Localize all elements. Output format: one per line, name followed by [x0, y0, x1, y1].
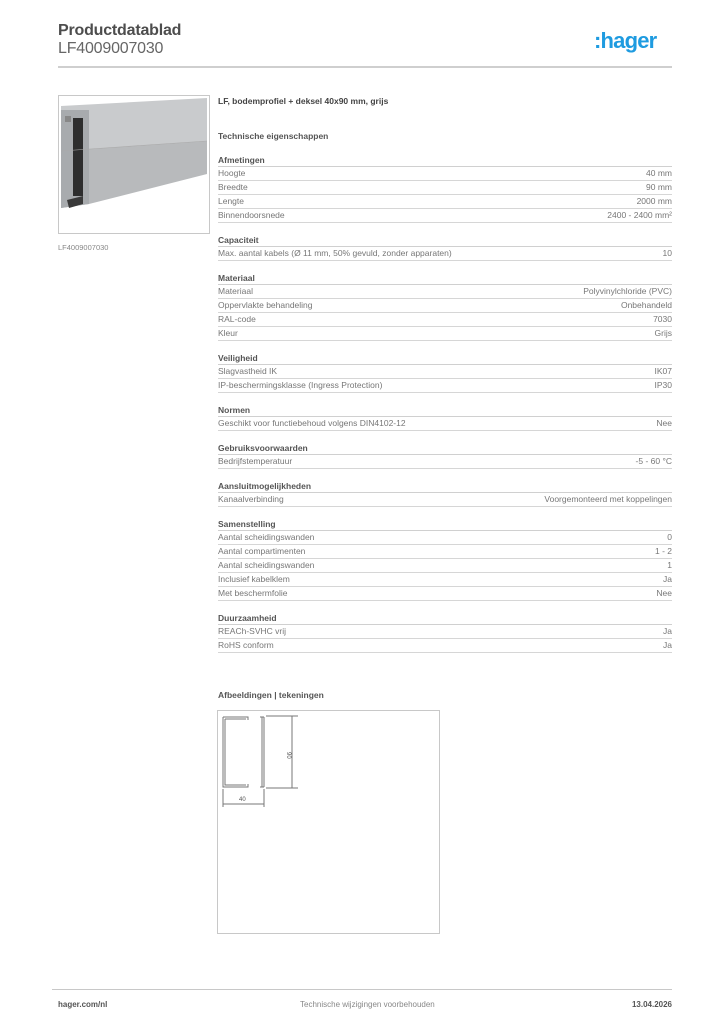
spec-label: Slagvastheid IK — [218, 366, 278, 376]
spec-value: 40 mm — [646, 168, 672, 178]
spec-value: 10 — [662, 248, 672, 258]
technical-drawing — [217, 710, 440, 934]
spec-value: IK07 — [654, 366, 672, 376]
spec-row — [218, 209, 672, 223]
spec-label: Max. aantal kabels (Ø 11 mm, 50% gevuld, zonder apparaten) — [218, 248, 452, 258]
spec-row — [218, 455, 672, 469]
spec-section — [218, 155, 672, 223]
spec-row — [218, 167, 672, 181]
spec-value: 90 mm — [646, 182, 672, 192]
section-title: Samenstelling — [218, 519, 672, 531]
svg-text:90: 90 — [285, 752, 291, 759]
spec-label: Geschikt voor functiebehoud volgens DIN4102-12 — [218, 418, 406, 428]
spec-sections — [218, 155, 672, 653]
header-title: Productdatablad — [58, 22, 182, 39]
spec-value: 0 — [667, 532, 672, 542]
spec-label: RoHS conform — [218, 640, 274, 650]
product-code: LF4009007030 — [58, 40, 164, 57]
spec-row — [218, 493, 672, 507]
spec-label: IP-beschermingsklasse (Ingress Protection) — [218, 380, 383, 390]
drawings-title: Afbeeldingen | tekeningen — [218, 690, 324, 700]
spec-label: Aantal scheidingswanden — [218, 560, 315, 570]
spec-label: Inclusief kabelklem — [218, 574, 290, 584]
tech-heading: Technische eigenschappen — [218, 131, 329, 141]
image-caption: LF4009007030 — [58, 243, 109, 252]
spec-value: Ja — [663, 574, 672, 584]
spec-row — [218, 587, 672, 601]
spec-section — [218, 519, 672, 601]
spec-value: 1 — [667, 560, 672, 570]
spec-row — [218, 573, 672, 587]
spec-row — [218, 299, 672, 313]
spec-label: Binnendoorsnede — [218, 210, 285, 220]
spec-value: Ja — [663, 626, 672, 636]
spec-row — [218, 625, 672, 639]
spec-section — [218, 405, 672, 431]
spec-row — [218, 639, 672, 653]
spec-label: Materiaal — [218, 286, 253, 296]
section-title: Afmetingen — [218, 155, 672, 167]
spec-value: Voorgemonteerd met koppelingen — [544, 494, 672, 504]
product-image — [58, 95, 210, 234]
spec-section — [218, 235, 672, 261]
spec-value: 1 - 2 — [654, 546, 672, 556]
spec-main — [218, 96, 672, 653]
spec-label: Oppervlakte behandeling — [218, 300, 313, 310]
spec-value: Nee — [656, 588, 672, 598]
spec-section — [218, 273, 672, 341]
spec-row — [218, 195, 672, 209]
svg-text:40: 40 — [239, 797, 246, 803]
spec-row — [218, 545, 672, 559]
section-title: Normen — [218, 405, 672, 417]
spec-label: REACh-SVHC vrij — [218, 626, 287, 636]
spec-label: Breedte — [218, 182, 248, 192]
section-title: Capaciteit — [218, 235, 672, 247]
spec-value: 7030 — [653, 314, 672, 324]
spec-row — [218, 313, 672, 327]
spec-row — [218, 531, 672, 545]
hager-logo: :hager — [594, 28, 657, 53]
spec-value: Onbehandeld — [620, 300, 672, 310]
footer-divider — [52, 989, 672, 990]
spec-label: Kleur — [218, 328, 238, 338]
spec-value: -5 - 60 °C — [635, 456, 672, 466]
spec-section — [218, 481, 672, 507]
spec-section — [218, 613, 672, 653]
section-title: Aansluitmogelijkheden — [218, 481, 672, 493]
spec-label: Met beschermfolie — [218, 588, 288, 598]
spec-row — [218, 417, 672, 431]
spec-section — [218, 443, 672, 469]
section-title: Veiligheid — [218, 353, 672, 365]
spec-value: Polyvinylchloride (PVC) — [583, 286, 672, 296]
spec-label: Lengte — [218, 196, 244, 206]
spec-row — [218, 247, 672, 261]
footer-disclaimer: Technische wijzigingen voorbehouden — [300, 1000, 435, 1009]
spec-value: Grijs — [654, 328, 672, 338]
spec-value: 2000 mm — [636, 196, 672, 206]
spec-row — [218, 327, 672, 341]
spec-label: Bedrijfstemperatuur — [218, 456, 293, 466]
footer-website-link[interactable]: hager.com/nl — [58, 1000, 108, 1009]
spec-value: IP30 — [654, 380, 672, 390]
spec-section — [218, 353, 672, 393]
section-title: Materiaal — [218, 273, 672, 285]
spec-row — [218, 559, 672, 573]
cable-trunking-icon — [59, 96, 209, 233]
spec-value: Nee — [656, 418, 672, 428]
spec-row — [218, 365, 672, 379]
section-title: Gebruiksvoorwaarden — [218, 443, 672, 455]
profile-drawing-icon — [218, 711, 439, 933]
spec-label: Hoogte — [218, 168, 246, 178]
spec-value: 2400 - 2400 mm² — [607, 210, 672, 220]
spec-label: RAL-code — [218, 314, 256, 324]
header-divider — [58, 66, 672, 68]
product-title: LF, bodemprofiel + deksel 40x90 mm, grijs — [218, 96, 389, 106]
spec-row — [218, 285, 672, 299]
spec-label: Aantal compartimenten — [218, 546, 306, 556]
spec-label: Aantal scheidingswanden — [218, 532, 315, 542]
spec-row — [218, 181, 672, 195]
spec-value: Ja — [663, 640, 672, 650]
spec-label: Kanaalverbinding — [218, 494, 284, 504]
footer-date: 13.04.2026 — [631, 1000, 672, 1009]
spec-row — [218, 379, 672, 393]
section-title: Duurzaamheid — [218, 613, 672, 625]
